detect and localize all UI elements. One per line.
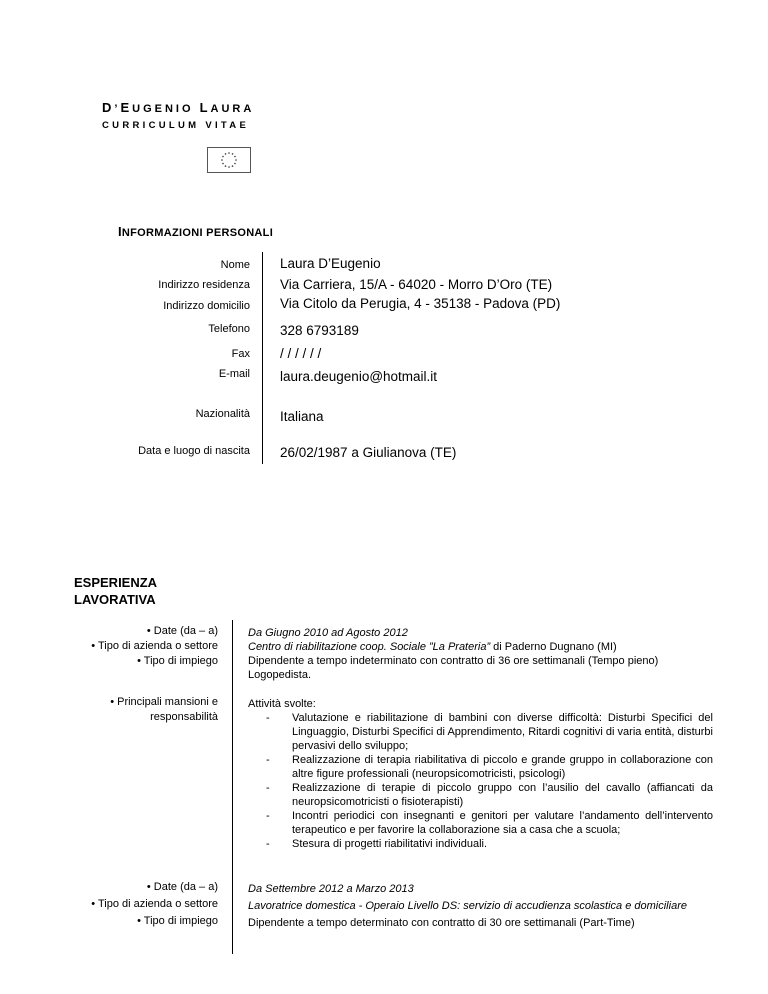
job-role: Logopedista. — [248, 669, 311, 681]
label-impiego: • Tipo di impiego — [137, 915, 218, 927]
value-residenza: Via Carriera, 15/A - 64020 - Morro D’Oro (TE) — [280, 277, 553, 292]
duties-heading: Attività svolte: — [248, 698, 316, 710]
job-date: Da Settembre 2012 a Marzo 2013 — [248, 883, 414, 895]
value-fax: / / / / / / — [280, 346, 322, 361]
list-item: - Realizzazione di terapie di piccolo gruppo con l’ausilio del cavallo (affiancati da neuropsicomotricisti o fisioterapisti) — [248, 781, 713, 809]
label-fax: Fax — [231, 348, 250, 360]
label-date: • Date (da – a) — [146, 625, 218, 637]
label-azienda: • Tipo di azienda o settore — [91, 640, 218, 652]
label-nazionalita: Nazionalità — [195, 408, 250, 420]
job-date: Da Giugno 2010 ad Agosto 2012 — [248, 627, 408, 639]
job-employment: Dipendente a tempo indeterminato con contratto di 36 ore settimanali (Tempo pieno) — [248, 655, 659, 667]
label-date: • Date (da – a) — [146, 881, 218, 893]
label-azienda: • Tipo di azienda o settore — [91, 898, 218, 910]
value-nazionalita: Italiana — [280, 409, 324, 424]
cv-owner-name: D’EUGENIO LAURA — [102, 100, 255, 115]
list-item: - Stesura di progetti riabilitativi individuali. — [248, 837, 713, 851]
label-mansioni: • Principali mansioni e responsabilità — [110, 696, 218, 723]
job-company: Centro di riabilitazione coop. Sociale ”La Prateria” di Paderno Dugnano (MI) — [248, 641, 617, 653]
job-employment: Dipendente a tempo determinato con contratto di 30 ore settimanali (Part-Time) — [248, 917, 635, 929]
value-email[interactable]: laura.deugenio@hotmail.it — [280, 369, 438, 384]
label-domicilio: Indirizzo domicilio — [163, 300, 250, 312]
list-item: - Incontri periodici con insegnanti e genitori per valutare l’andamento dell’intervento terapeutico e per favorire la collaborazione sia a casa che a scuola; — [248, 809, 713, 837]
label-telefono: Telefono — [208, 323, 250, 335]
job-entry-1 — [248, 626, 713, 682]
value-domicilio: Via Citolo da Perugia, 4 - 35138 - Padova (PD) — [280, 296, 561, 311]
label-email: E-mail — [218, 368, 250, 380]
eu-flag-icon — [207, 147, 251, 173]
label-nascita: Data e luogo di nascita — [138, 445, 250, 457]
list-item: - Valutazione e riabilitazione di bambini con diverse difficoltà: Disturbi Specifici del Linguaggio, Disturbi Specifici di Apprendimento, Ritardi cognitivi di varia entità, disturbi pervasivi dello sviluppo; — [248, 711, 713, 753]
job-duties — [248, 697, 713, 851]
value-telefono: 328 6793189 — [280, 323, 359, 338]
section-title-personal: INFORMAZIONI PERSONALI — [118, 224, 274, 239]
label-impiego: • Tipo di impiego — [137, 655, 218, 667]
label-residenza: Indirizzo residenza — [158, 279, 250, 291]
column-divider — [232, 620, 233, 954]
job-entry-2 — [248, 881, 713, 932]
value-nascita: 26/02/1987 a Giulianova (TE) — [280, 445, 457, 460]
section-title-experience: ESPERIENZA LAVORATIVA — [74, 575, 158, 607]
label-nome: Nome — [220, 259, 250, 271]
value-nome: Laura D’Eugenio — [280, 256, 381, 271]
cv-subtitle: CURRICULUM VITAE — [102, 120, 250, 131]
list-item: - Realizzazione di terapia riabilitativa di piccolo e grande gruppo in collaborazione con altre figure professionali (neuropsicomotricisti, psicologi) — [248, 753, 713, 781]
column-divider — [262, 252, 263, 464]
job-company: Lavoratrice domestica - Operaio Livello DS: servizio di accudienza scolastica e domiciliare — [248, 900, 687, 912]
